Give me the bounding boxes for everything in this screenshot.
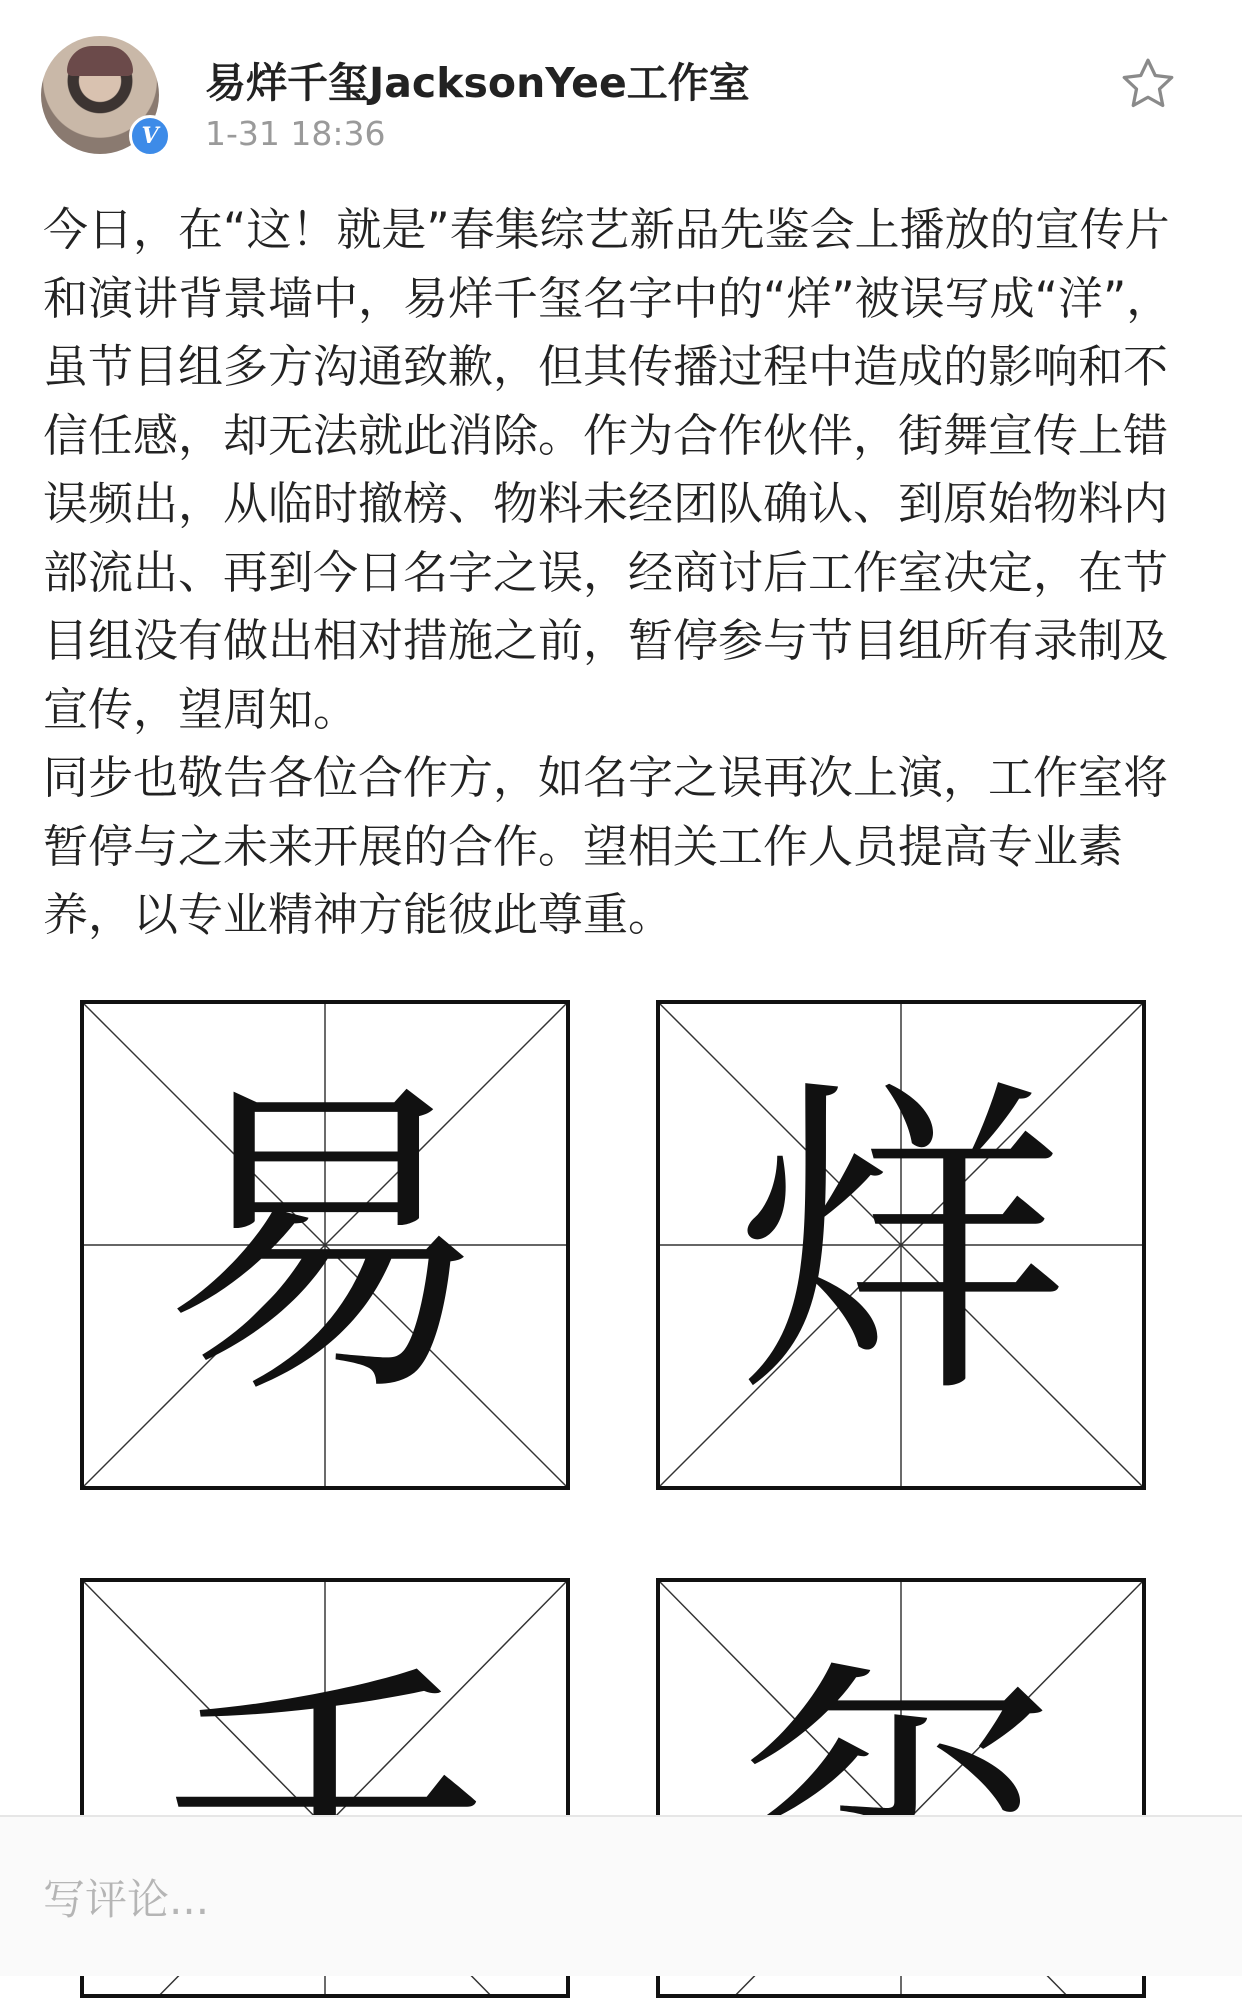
post-header xyxy=(0,0,1242,160)
avatar-cap-shape xyxy=(67,46,133,76)
post-body xyxy=(43,196,1203,950)
post-paragraph: 同步也敬告各位合作方，如名字之误再次上演，工作室将暂停与之未来开展的合作。望相关工作人员提高专业素养，以专业精神方能彼此尊重。 xyxy=(43,751,1169,941)
post-timestamp: 1-31 18:36 xyxy=(205,114,386,153)
avatar[interactable] xyxy=(41,36,159,154)
verified-badge-icon: V xyxy=(129,115,171,157)
character-glyph: 烊 xyxy=(736,1053,1066,1437)
character-glyph: 易 xyxy=(160,1053,490,1437)
character-cell xyxy=(656,1000,1146,1490)
character-cell xyxy=(80,1000,570,1490)
comment-bar xyxy=(0,1815,1242,1976)
favorite-star-icon[interactable] xyxy=(1118,54,1178,114)
post-image-character-grid[interactable] xyxy=(80,1000,1160,1800)
username[interactable]: 易烊千玺JacksonYee工作室 xyxy=(205,59,750,107)
comment-input[interactable]: 写评论... xyxy=(43,1875,210,1924)
post-paragraph: 今日，在“这！就是”春集综艺新品先鉴会上播放的宣传片和演讲背景墙中，易烊千玺名字中的“烊”被误写成“洋”，虽节目组多方沟通致歉，但其传播过程中造成的影响和不信任感，却无法就此消除。作为合作伙伴，街舞宣传上错误频出，从临时撤榜、物料未经团队确认、到原始物料内部流出、再到今日名字之误，经商讨后工作室决定，在节目组没有做出相对措施之前，暂停参与节目组所有录制及宣传，望周知。 xyxy=(43,203,1172,736)
